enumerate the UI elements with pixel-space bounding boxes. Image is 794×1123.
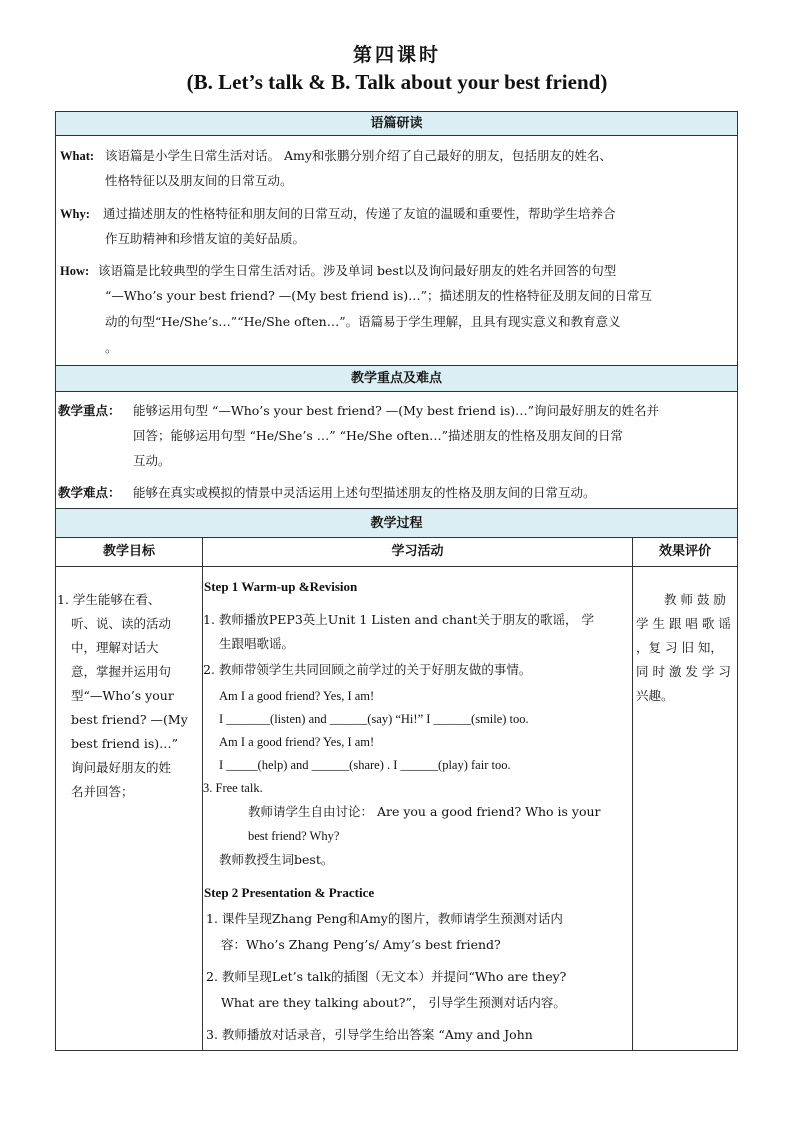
- step2-title: Step 2 Presentation & Practice: [204, 885, 375, 900]
- col-divider-2: [632, 538, 633, 1051]
- step1-item1-line2: 生跟唱歌谣。: [219, 636, 295, 651]
- free-talk-line: 教师教授生词best。: [219, 852, 334, 867]
- what-text-2: 性格特征以及朋友间的日常互动。: [105, 173, 293, 188]
- how-text-3: 动的句型“He/She’s…”“He/She often…”。语篇易于学生理解，且具有现实意义和教育意义: [105, 314, 621, 329]
- col-header-goals: 教学目标: [102, 544, 155, 559]
- how-text-2: “—Who’s your best friend? —(My best friend is)…”；描述朋友的性格特征及朋友间的日常互: [105, 288, 653, 303]
- difficulty-label: 教学难点：: [58, 485, 121, 500]
- free-talk-line: 教师请学生自由讨论： Are you a good friend? Who is your: [248, 804, 601, 819]
- lesson-title: 第四课时: [352, 44, 441, 66]
- chant-line: Am I a good friend? Yes, I am!: [219, 689, 375, 703]
- chant-line: Am I a good friend? Yes, I am!: [219, 735, 375, 749]
- step2-item2-line1: 2. 教师呈现Let’s talk的插图（无文本）并提问“Who are they?: [206, 969, 567, 984]
- how-label: How:: [60, 264, 90, 278]
- section-header-key-points: 教学重点及难点: [55, 365, 738, 392]
- goal-line: 名并回答；: [71, 784, 134, 799]
- step2-item1-line2: 容：Who’s Zhang Peng’s/ Amy’s best friend?: [221, 937, 501, 952]
- goal-line: best friend is)…”: [71, 736, 179, 751]
- eval-line: ，复 习 旧 知，: [636, 640, 723, 655]
- col-header-evaluation: 效果评价: [658, 544, 711, 559]
- eval-line: 同 时 激 发 学 习: [636, 664, 731, 679]
- why-text-2: 作互助精神和珍惜友谊的美好品质。: [105, 231, 306, 246]
- key-points-text-1: 能够运用句型 “—Who’s your best friend? —(My best friend is)…”询问最好朋友的姓名并: [133, 403, 659, 418]
- step2-item3-line1: 3. 教师播放对话录音，引导学生给出答案 “Amy and John: [206, 1027, 533, 1042]
- what-text-1: 该语篇是小学生日常生活对话。 Amy和张鹏分别介绍了自己最好的朋友，包括朋友的姓名、: [105, 148, 612, 163]
- goal-line: 中，理解对话大: [71, 640, 159, 655]
- how-text-4: 。: [105, 340, 118, 355]
- what-label: What:: [60, 149, 95, 163]
- eval-line: 兴趣。: [636, 688, 674, 703]
- step1-item3: 3. Free talk.: [203, 781, 263, 795]
- key-points-text-3: 互动。: [133, 453, 171, 468]
- lesson-subtitle: (B. Let’s talk & B. Talk about your best friend): [186, 70, 608, 94]
- difficulty-text: 能够在真实或模拟的情景中灵活运用上述句型描述朋友的性格及朋友间的日常互动。: [133, 485, 596, 500]
- chant-line: I _____(help) and ______(share) . I ______(play) fair too.: [219, 758, 511, 772]
- goal-line: 听、说、读的活动: [71, 616, 172, 631]
- goal-line: best friend? —(My: [71, 712, 188, 727]
- step2-item1-line1: 1. 课件呈现Zhang Peng和Amy的图片，教师请学生预测对话内: [206, 911, 563, 926]
- goal-line: 型“—Who’s your: [71, 688, 174, 703]
- free-talk-line: best friend? Why?: [248, 829, 340, 843]
- step1-item1-line1: 1. 教师播放PEP3英上Unit 1 Listen and chant关于朋友的歌谣， 学: [203, 612, 594, 627]
- key-points-label: 教学重点：: [58, 403, 121, 418]
- step1-title: Step 1 Warm-up &Revision: [204, 579, 358, 594]
- goal-line: 询问最好朋友的姓: [71, 760, 172, 775]
- goal-line: 意，掌握并运用句: [71, 664, 172, 679]
- header-row-bottom: [55, 566, 738, 567]
- key-points-text-2: 回答；能够运用句型 “He/She’s …” “He/She often…”描述朋友的性格及朋友间的日常: [133, 428, 624, 443]
- eval-line: 教 师 鼓 励: [664, 592, 726, 607]
- table-border-bottom: [55, 1050, 738, 1051]
- goal-line: 1. 学生能够在看、: [57, 592, 161, 607]
- section-header-teaching-process: 教学过程: [55, 508, 738, 538]
- col-header-activities: 学习活动: [391, 544, 444, 559]
- chant-line: I _______(listen) and ______(say) “Hi!” I ______(smile) too.: [219, 712, 529, 726]
- step1-item2: 2. 教师带领学生共同回顾之前学过的关于好朋友做的事情。: [203, 662, 532, 677]
- table-border-left: [55, 111, 56, 1051]
- why-text-1: 通过描述朋友的性格特征和朋友间的日常互动，传递了友谊的温暖和重要性，帮助学生培养合: [103, 206, 616, 221]
- step2-item2-line2: What are they talking about?”， 引导学生预测对话内容。: [221, 995, 566, 1010]
- how-text-1: 该语篇是比较典型的学生日常生活对话。涉及单词 best以及询问最好朋友的姓名并回答的句型: [98, 263, 617, 278]
- why-label: Why:: [60, 207, 90, 221]
- table-border-right: [737, 111, 738, 1051]
- eval-line: 学 生 跟 唱 歌 谣: [636, 616, 731, 631]
- section-header-text-analysis: 语篇研读: [55, 111, 738, 136]
